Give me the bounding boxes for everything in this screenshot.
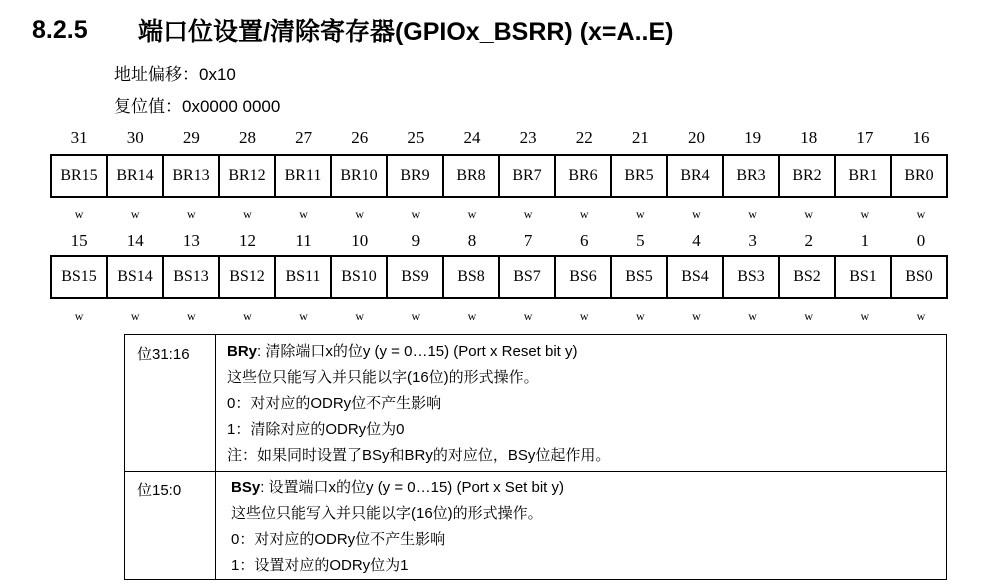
access-type: w xyxy=(411,207,421,221)
register-field: BR4 xyxy=(668,156,724,196)
register-field: BS2 xyxy=(780,257,836,297)
address-offset: 地址偏移：0x10 xyxy=(114,65,236,84)
register-field: BR7 xyxy=(500,156,556,196)
register-field: BS11 xyxy=(276,257,332,297)
register-field: BR12 xyxy=(220,156,276,196)
access-type: w xyxy=(299,207,308,221)
access-type: w xyxy=(804,309,814,323)
register-field: BS4 xyxy=(668,257,724,297)
bit-number: 3 xyxy=(748,231,757,250)
access-type: w xyxy=(411,309,421,323)
reset-value: 复位值：0x0000 0000 xyxy=(114,97,281,116)
access-type: w xyxy=(299,309,308,323)
bit-number: 9 xyxy=(411,231,421,250)
register-field: BR13 xyxy=(164,156,220,196)
register-field: BS14 xyxy=(108,257,164,297)
bit-number: 15 xyxy=(70,231,88,250)
description-bs xyxy=(231,475,564,579)
bit-number: 6 xyxy=(579,231,589,250)
bit-number: 0 xyxy=(916,231,926,250)
access-type: w xyxy=(467,207,477,221)
access-type: w xyxy=(355,309,365,323)
description-line: 注：如果同时设置了BSy和BRy的对应位，BSy位起作用。 xyxy=(227,447,611,464)
bit-number: 29 xyxy=(182,128,200,147)
register-field: BR6 xyxy=(556,156,612,196)
bit-number: 7 xyxy=(523,231,533,250)
access-type: w xyxy=(635,207,645,221)
bit-number: 14 xyxy=(126,231,144,250)
access-type: w xyxy=(186,309,196,323)
access-type: w xyxy=(579,207,589,221)
register-row-upper xyxy=(50,154,948,198)
bit-number: 23 xyxy=(519,128,537,147)
register-row-lower xyxy=(50,255,948,299)
bit-number: 17 xyxy=(856,128,874,147)
bit-number: 8 xyxy=(467,231,477,250)
bit-number: 13 xyxy=(182,231,200,250)
lower-bit-numbers xyxy=(51,231,949,251)
register-field: BS6 xyxy=(556,257,612,297)
access-type: w xyxy=(523,309,533,323)
description-line: 0：对对应的ODRy位不产生影响 xyxy=(231,531,446,548)
section-number: 8.2.5 xyxy=(32,15,88,44)
access-type: w xyxy=(692,207,701,221)
register-field: BR8 xyxy=(444,156,500,196)
access-type: w xyxy=(74,207,84,221)
access-type: w xyxy=(467,309,477,323)
register-field: BS9 xyxy=(388,257,444,297)
upper-access-row xyxy=(51,207,949,222)
bit-number: 27 xyxy=(295,128,313,147)
access-type: w xyxy=(804,207,814,221)
access-type: w xyxy=(860,309,870,323)
bit-number: 21 xyxy=(631,128,649,147)
bit-number: 12 xyxy=(238,231,256,250)
bit-number: 10 xyxy=(351,231,369,250)
description-line: 这些位只能写入并只能以字(16位)的形式操作。 xyxy=(227,369,539,386)
register-field: BS7 xyxy=(500,257,556,297)
description-line: 1：设置对应的ODRy位为1 xyxy=(231,557,409,574)
register-field: BR3 xyxy=(724,156,780,196)
bit-description-table xyxy=(124,334,947,580)
description-br xyxy=(227,339,610,469)
bit-number: 31 xyxy=(70,128,88,147)
section-title: 端口位设置/清除寄存器(GPIOx_BSRR) (x=A..E) xyxy=(138,18,674,46)
description-line: 这些位只能写入并只能以字(16位)的形式操作。 xyxy=(231,505,543,522)
section-heading xyxy=(32,10,673,50)
access-type: w xyxy=(523,207,533,221)
register-field: BR2 xyxy=(780,156,836,196)
upper-bit-numbers xyxy=(51,128,949,148)
lower-access-row xyxy=(51,309,949,324)
bit-number: 25 xyxy=(407,128,425,147)
access-type: w xyxy=(243,207,252,221)
access-type: w xyxy=(130,207,140,221)
register-field: BR9 xyxy=(388,156,444,196)
register-field: BS15 xyxy=(52,257,108,297)
description-summary xyxy=(227,339,610,365)
register-field: BS10 xyxy=(332,257,388,297)
bit-number: 26 xyxy=(351,128,369,147)
register-field: BS1 xyxy=(836,257,892,297)
bit-range-bs: 位15:0 xyxy=(137,482,182,499)
register-field: BR11 xyxy=(276,156,332,196)
access-type: w xyxy=(748,207,757,221)
access-type: w xyxy=(130,309,140,323)
access-type: w xyxy=(635,309,645,323)
bit-number: 18 xyxy=(800,128,818,147)
access-type: w xyxy=(916,207,926,221)
access-type: w xyxy=(860,207,870,221)
register-field: BS0 xyxy=(892,257,948,297)
register-field: BS8 xyxy=(444,257,500,297)
bit-number: 20 xyxy=(687,128,705,147)
register-field: BR10 xyxy=(332,156,388,196)
bit-number: 1 xyxy=(860,231,870,250)
access-type: w xyxy=(74,309,84,323)
bit-number: 4 xyxy=(692,231,701,250)
register-field: BS5 xyxy=(612,257,668,297)
bit-number: 2 xyxy=(804,231,813,250)
access-type: w xyxy=(692,309,701,323)
register-field: BS12 xyxy=(220,257,276,297)
summary-text: : 清除端口x的位y (y = 0…15) (Port x Reset bit y) xyxy=(257,343,578,360)
description-summary xyxy=(231,475,564,501)
register-field: BR1 xyxy=(836,156,892,196)
access-type: w xyxy=(186,207,196,221)
bit-number: 22 xyxy=(575,128,593,147)
register-field: BR14 xyxy=(108,156,164,196)
summary-text: : 设置端口x的位y (y = 0…15) (Port x Set bit y) xyxy=(260,479,564,496)
register-field: BR15 xyxy=(52,156,108,196)
bit-number: 16 xyxy=(912,128,930,147)
bit-range-br: 位31:16 xyxy=(137,346,190,363)
register-field: BR0 xyxy=(892,156,948,196)
description-line: 0：对对应的ODRy位不产生影响 xyxy=(227,395,442,412)
access-type: w xyxy=(243,309,252,323)
access-type: w xyxy=(579,309,589,323)
field-name: BRy xyxy=(227,343,258,360)
access-type: w xyxy=(355,207,365,221)
column-divider xyxy=(215,335,216,579)
access-type: w xyxy=(916,309,926,323)
bit-number: 30 xyxy=(126,128,144,147)
bit-number: 11 xyxy=(295,231,312,250)
register-field: BS3 xyxy=(724,257,780,297)
description-line: 1：清除对应的ODRy位为0 xyxy=(227,421,405,438)
bit-number: 28 xyxy=(238,128,256,147)
field-name: BSy xyxy=(231,479,261,496)
register-field: BS13 xyxy=(164,257,220,297)
bit-number: 24 xyxy=(463,128,481,147)
access-type: w xyxy=(748,309,757,323)
bit-number: 5 xyxy=(636,231,645,250)
row-divider xyxy=(125,471,946,472)
register-field: BR5 xyxy=(612,156,668,196)
bit-number: 19 xyxy=(744,128,762,147)
